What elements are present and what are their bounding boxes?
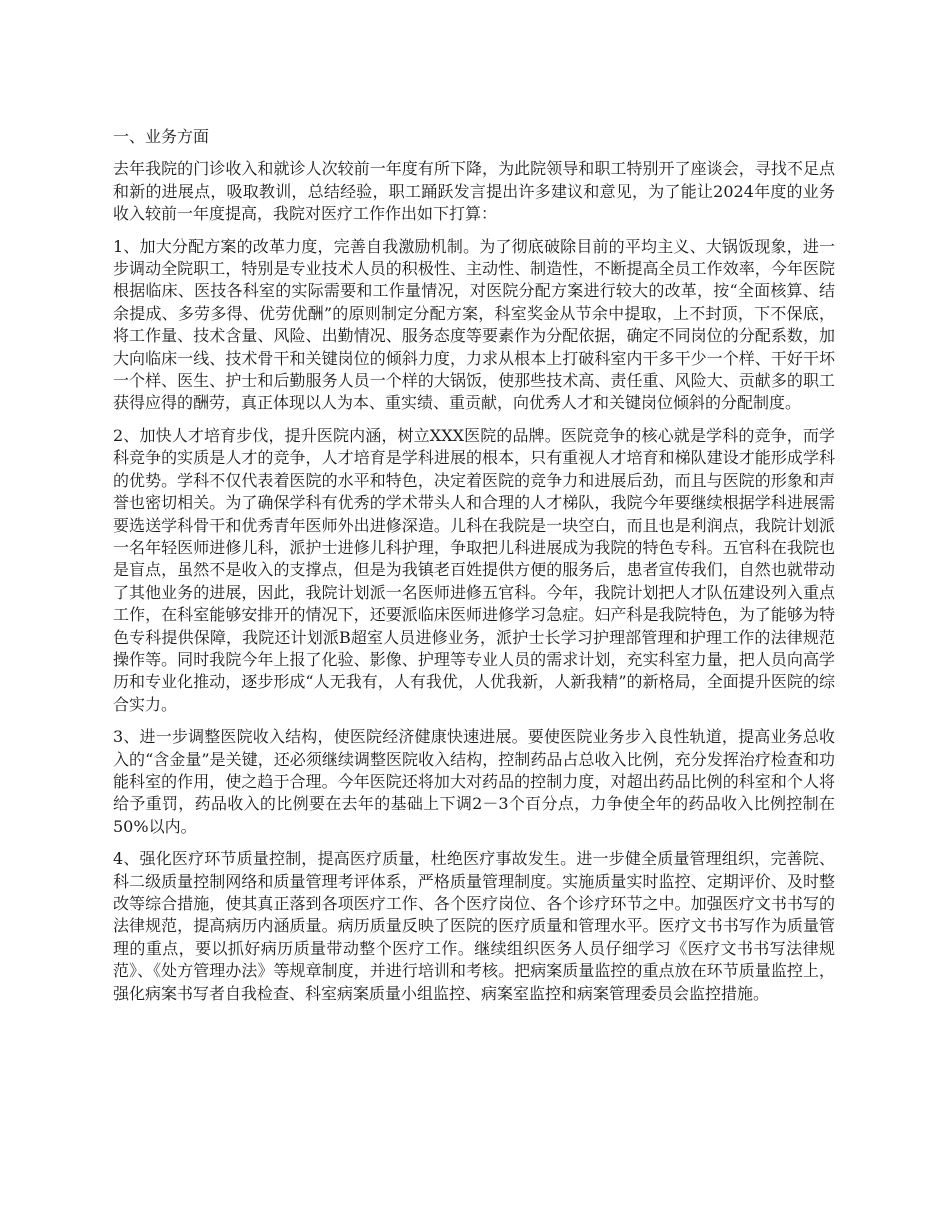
paragraph-item-3: 3、进一步调整医院收入结构，使医院经济健康快速进展。要使医院业务步入良性轨道，提高业务总收入的“含金量”是关键，还必须继续调整医院收入结构，控制药品占总收入比例，充分发挥治疗检查和功能科室的作用，使之趋于合理。今年医院还将加大对药品的控制力度，对超出药品比例的科室和个人将给予重罚，药品收入的比例要在去年的基础上下调2－3个百分点，力争使全年的药品收入比例控制在50%以内。 [113,727,835,836]
paragraph-item-2: 2、加快人才培育步伐，提升医院内涵，树立XXX医院的品牌。医院竞争的核心就是学科的竞争，而学科竞争的实质是人才的竞争，人才培育是学科进展的根本，只有重视人才培育和梯队建设才能形成学科的优势。学科不仅代表着医院的水平和特色，决定着医院的竞争力和进展后劲，而且与医院的形象和声誉也密切相关。为了确保学科有优秀的学术带头人和合理的人才梯队，我院今年要继续根据学科进展需要选送学科骨干和优秀青年医师外出进修深造。儿科在我院是一块空白，而且也是利润点，我院计划派一名年轻医师进修儿科，派护士进修儿科护理，争取把儿科进展成为我院的特色专科。五官科在我院也是盲点，虽然不是收入的支撑点，但是为我镇老百姓提供方便的服务后，患者宣传我们，自然也就带动了其他业务的进展，因此，我院计划派一名医师进修五官科。今年，我院计划把人才队伍建设列入重点工作，在科室能够安排开的情况下，还要派临床医师进修学习急症。妇产科是我院特色，为了能够为特色专科提供保障，我院还计划派B超室人员进修业务，派护士长学习护理部管理和护理工作的法律规范操作等。同时我院今年上报了化验、影像、护理等专业人员的需求计划，充实科室力量，把人员向高学历和专业化推动，逐步形成“人无我有，人有我优，人优我新，人新我精”的新格局，全面提升医院的综合实力。 [113,425,835,714]
section-heading: 一、业务方面 [113,127,210,146]
document-page [113,126,835,1015]
paragraph-item-4: 4、强化医疗环节质量控制，提高医疗质量，杜绝医疗事故发生。进一步健全质量管理组织，完善院、科二级质量控制网络和质量管理考评体系，严格质量管理制度。实施质量实时监控、定期评价、及时整改等综合措施，使其真正落到各项医疗工作、各个医疗岗位、各个诊疗环节之中。加强医疗文书书写的法律规范，提高病历内涵质量。病历质量反映了医院的医疗质量和管理水平。医疗文书书写作为质量管理的重点，要以抓好病历质量带动整个医疗工作。继续组织医务人员仔细学习《医疗文书书写法律规范》、《处方管理办法》等规章制度，并进行培训和考核。把病案质量监控的重点放在环节质量监控上，强化病案书写者自我检查、科室病案质量小组监控、病案室监控和病案管理委员会监控措施。 [113,849,835,1003]
paragraph-item-1: 1、加大分配方案的改革力度，完善自我激励机制。为了彻底破除目前的平均主义、大锅饭现象，进一步调动全院职工，特别是专业技术人员的积极性、主动性、制造性，不断提高全员工作效率，今年医院根据临床、医技各科室的实际需要和工作量情况，对医院分配方案进行较大的改革，按“全面核算、结余提成、多劳多得、优劳优酬”的原则制定分配方案，科室奖金从节余中提取，上不封顶，下不保底，将工作量、技术含量、风险、出勤情况、服务态度等要素作为分配依据，确定不同岗位的分配系数，加大向临床一线、技术骨干和关键岗位的倾斜力度，力求从根本上打破科室内干多干少一个样、干好干坏一个样、医生、护士和后勤服务人员一个样的大锅饭，使那些技术高、责任重、风险大、贡献多的职工获得应得的酬劳，真正体现以人为本、重实绩、重贡献，向优秀人才和关键岗位倾斜的分配制度。 [113,236,835,413]
paragraph-intro: 去年我院的门诊收入和就诊人次较前一年度有所下降，为此院领导和职工特别开了座谈会，寻找不足点和新的进展点，吸取教训，总结经验，职工踊跃发言提出许多建议和意见，为了能让2024年度的业务收入较前一年度提高，我院对医疗工作作出如下打算： [113,159,835,224]
